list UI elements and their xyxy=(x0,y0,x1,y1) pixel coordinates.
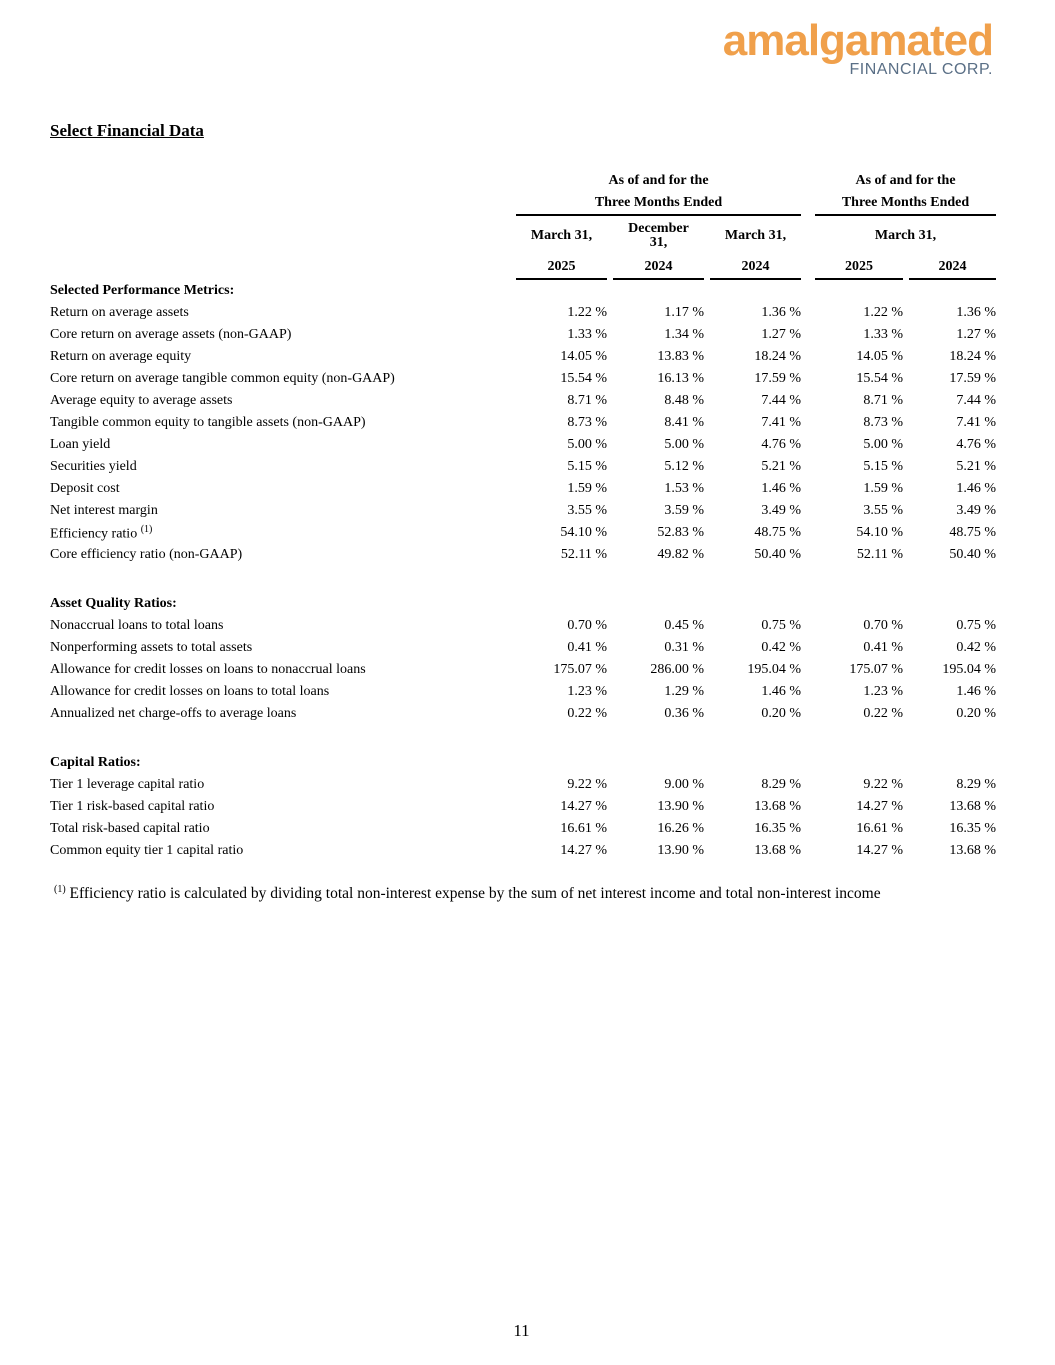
value-cell: 0.42 % xyxy=(761,640,801,655)
group2-date-header: March 31, xyxy=(874,228,937,243)
value-cell: 18.24 % xyxy=(949,349,996,364)
row-label-text: Return on average equity xyxy=(50,349,192,364)
table-row xyxy=(50,840,996,862)
column-gap xyxy=(801,796,815,818)
value-cell: 16.61 % xyxy=(560,821,607,836)
row-label-text: Common equity tier 1 capital ratio xyxy=(50,843,244,858)
value-cell: 0.42 % xyxy=(956,640,996,655)
row-label xyxy=(50,346,516,368)
section-title: Selected Performance Metrics: xyxy=(50,283,235,298)
col2-date-text: December 31, xyxy=(628,221,689,250)
value-cell: 195.04 % xyxy=(747,662,801,677)
value-cell: 18.24 % xyxy=(754,349,801,364)
row-label xyxy=(50,522,516,544)
row-label-text: Average equity to average assets xyxy=(50,393,233,408)
column-gap xyxy=(801,818,815,840)
table-row xyxy=(50,522,996,544)
value-cell: 14.05 % xyxy=(856,349,903,364)
value-cell: 0.41 % xyxy=(863,640,903,655)
column-gap xyxy=(801,346,815,368)
row-label-text: Tier 1 risk-based capital ratio xyxy=(50,799,215,814)
row-label xyxy=(50,615,516,637)
row-label-text: Core return on average assets (non-GAAP) xyxy=(50,327,292,342)
column-gap xyxy=(801,840,815,862)
row-label xyxy=(50,544,516,566)
table-row xyxy=(50,659,996,681)
table-row xyxy=(50,368,996,390)
value-cell: 15.54 % xyxy=(560,371,607,386)
footnote-text: Efficiency ratio is calculated by dividing total non-interest expense by the sum of net interest income and total non-interest income xyxy=(69,885,881,903)
value-cell: 52.11 % xyxy=(856,547,903,562)
row-label xyxy=(50,302,516,324)
column-gap xyxy=(801,412,815,434)
value-cell: 14.27 % xyxy=(856,799,903,814)
value-cell: 7.44 % xyxy=(761,393,801,408)
row-label-text: Loan yield xyxy=(50,437,111,452)
row-label xyxy=(50,774,516,796)
value-cell: 0.22 % xyxy=(567,706,607,721)
value-cell: 14.27 % xyxy=(560,843,607,858)
row-label-text: Tangible common equity to tangible assets (non-GAAP) xyxy=(50,415,366,430)
row-label-text: Annualized net charge-offs to average loans xyxy=(50,706,297,721)
value-cell: 1.59 % xyxy=(567,481,607,496)
value-cell: 0.70 % xyxy=(567,618,607,633)
value-cell: 54.10 % xyxy=(560,525,607,540)
value-cell: 0.20 % xyxy=(761,706,801,721)
logo-subtitle: FINANCIAL CORP. xyxy=(849,61,993,78)
value-cell: 0.41 % xyxy=(567,640,607,655)
value-cell: 17.59 % xyxy=(754,371,801,386)
column-gap xyxy=(801,659,815,681)
value-cell: 0.75 % xyxy=(761,618,801,633)
value-cell: 52.83 % xyxy=(657,525,704,540)
value-cell: 8.73 % xyxy=(863,415,903,430)
value-cell: 8.48 % xyxy=(664,393,704,408)
page-number: 11 xyxy=(513,1321,530,1340)
table-row xyxy=(50,324,996,346)
column-gap xyxy=(801,324,815,346)
col3-date-header: March 31, xyxy=(724,228,787,243)
value-cell: 1.22 % xyxy=(863,305,903,320)
value-cell: 5.00 % xyxy=(567,437,607,452)
table-row xyxy=(50,796,996,818)
value-cell: 1.46 % xyxy=(761,481,801,496)
row-label-text: Efficiency ratio xyxy=(50,526,138,542)
group1-heading-line2: Three Months Ended xyxy=(516,192,801,215)
row-label xyxy=(50,478,516,500)
value-cell: 3.55 % xyxy=(567,503,607,518)
value-cell: 0.20 % xyxy=(956,706,996,721)
value-cell: 1.22 % xyxy=(567,305,607,320)
value-cell: 13.83 % xyxy=(657,349,704,364)
row-label xyxy=(50,390,516,412)
row-label-text: Return on average assets xyxy=(50,305,189,320)
value-cell: 48.75 % xyxy=(949,525,996,540)
row-label-text: Net interest margin xyxy=(50,503,158,518)
section-header-row xyxy=(50,593,996,615)
value-cell: 1.23 % xyxy=(863,684,903,699)
table-row xyxy=(50,774,996,796)
row-label xyxy=(50,703,516,725)
footnote xyxy=(54,884,881,903)
year-header: 2024 xyxy=(909,256,996,279)
value-cell: 175.07 % xyxy=(849,662,903,677)
column-gap xyxy=(801,478,815,500)
row-label-text: Nonperforming assets to total assets xyxy=(50,640,253,655)
column-gap xyxy=(801,302,815,324)
value-cell: 5.12 % xyxy=(664,459,704,474)
table-row xyxy=(50,818,996,840)
table-row xyxy=(50,390,996,412)
company-logo xyxy=(723,18,993,78)
row-label xyxy=(50,456,516,478)
financial-data-table xyxy=(50,170,996,862)
column-gap xyxy=(801,522,815,544)
value-cell: 8.71 % xyxy=(567,393,607,408)
value-cell: 9.00 % xyxy=(664,777,704,792)
row-label xyxy=(50,659,516,681)
value-cell: 50.40 % xyxy=(754,547,801,562)
column-gap xyxy=(801,637,815,659)
row-label xyxy=(50,681,516,703)
value-cell: 15.54 % xyxy=(856,371,903,386)
table-row xyxy=(50,346,996,368)
value-cell: 16.35 % xyxy=(949,821,996,836)
value-cell: 1.33 % xyxy=(863,327,903,342)
value-cell: 14.05 % xyxy=(560,349,607,364)
value-cell: 8.71 % xyxy=(863,393,903,408)
value-cell: 5.21 % xyxy=(956,459,996,474)
row-label xyxy=(50,324,516,346)
value-cell: 14.27 % xyxy=(560,799,607,814)
value-cell: 0.22 % xyxy=(863,706,903,721)
row-label xyxy=(50,637,516,659)
value-cell: 16.61 % xyxy=(856,821,903,836)
value-cell: 175.07 % xyxy=(553,662,607,677)
section-header-row xyxy=(50,279,996,302)
column-gap xyxy=(801,681,815,703)
value-cell: 8.29 % xyxy=(956,777,996,792)
footnote-mark: (1) xyxy=(54,884,66,895)
value-cell: 7.41 % xyxy=(956,415,996,430)
value-cell: 0.45 % xyxy=(664,618,704,633)
group2-heading-line2: Three Months Ended xyxy=(815,192,996,215)
section-spacer xyxy=(50,566,996,593)
footnote-reference: (1) xyxy=(140,523,153,535)
column-gap xyxy=(801,368,815,390)
table-header xyxy=(50,170,996,279)
value-cell: 1.23 % xyxy=(567,684,607,699)
value-cell: 16.26 % xyxy=(657,821,704,836)
value-cell: 0.36 % xyxy=(664,706,704,721)
value-cell: 286.00 % xyxy=(650,662,704,677)
value-cell: 1.46 % xyxy=(761,684,801,699)
value-cell: 13.68 % xyxy=(949,843,996,858)
value-cell: 3.49 % xyxy=(956,503,996,518)
value-cell: 1.34 % xyxy=(664,327,704,342)
row-label-text: Core efficiency ratio (non-GAAP) xyxy=(50,547,243,562)
row-label-text: Nonaccrual loans to total loans xyxy=(50,618,224,633)
value-cell: 49.82 % xyxy=(657,547,704,562)
table-row xyxy=(50,434,996,456)
value-cell: 8.41 % xyxy=(664,415,704,430)
value-cell: 195.04 % xyxy=(942,662,996,677)
value-cell: 4.76 % xyxy=(956,437,996,452)
value-cell: 1.59 % xyxy=(863,481,903,496)
column-gap xyxy=(801,544,815,566)
value-cell: 1.27 % xyxy=(761,327,801,342)
value-cell: 7.41 % xyxy=(761,415,801,430)
section-spacer xyxy=(50,725,996,752)
table-row xyxy=(50,703,996,725)
value-cell: 8.29 % xyxy=(761,777,801,792)
page-title: Select Financial Data xyxy=(50,121,204,140)
row-label-text: Allowance for credit losses on loans to total loans xyxy=(50,684,330,699)
value-cell: 5.15 % xyxy=(567,459,607,474)
value-cell: 9.22 % xyxy=(567,777,607,792)
value-cell: 3.49 % xyxy=(761,503,801,518)
value-cell: 13.90 % xyxy=(657,799,704,814)
value-cell: 50.40 % xyxy=(949,547,996,562)
row-label-text: Securities yield xyxy=(50,459,137,474)
value-cell: 5.15 % xyxy=(863,459,903,474)
column-gap xyxy=(801,390,815,412)
table-row xyxy=(50,478,996,500)
row-label-text: Tier 1 leverage capital ratio xyxy=(50,777,205,792)
group1-heading-line1: As of and for the xyxy=(608,173,709,188)
table-body xyxy=(50,279,996,862)
group2-heading-line1: As of and for the xyxy=(855,173,956,188)
value-cell: 1.36 % xyxy=(761,305,801,320)
table-row xyxy=(50,500,996,522)
value-cell: 48.75 % xyxy=(754,525,801,540)
column-gap xyxy=(801,456,815,478)
logo-wordmark: amalgamated xyxy=(722,16,993,65)
column-gap xyxy=(801,434,815,456)
row-label-text: Deposit cost xyxy=(50,481,120,496)
table-row xyxy=(50,302,996,324)
column-gap xyxy=(801,703,815,725)
row-label xyxy=(50,368,516,390)
year-header: 2025 xyxy=(516,256,607,279)
value-cell: 1.17 % xyxy=(664,305,704,320)
table-row xyxy=(50,615,996,637)
row-label-text: Core return on average tangible common equity (non-GAAP) xyxy=(50,371,395,386)
row-label xyxy=(50,412,516,434)
row-label xyxy=(50,818,516,840)
value-cell: 14.27 % xyxy=(856,843,903,858)
value-cell: 0.31 % xyxy=(664,640,704,655)
col2-date-header xyxy=(613,215,704,256)
value-cell: 13.68 % xyxy=(754,799,801,814)
section-title: Asset Quality Ratios: xyxy=(50,596,177,611)
column-gap xyxy=(801,774,815,796)
column-gap xyxy=(801,500,815,522)
value-cell: 8.73 % xyxy=(567,415,607,430)
value-cell: 5.21 % xyxy=(761,459,801,474)
value-cell: 7.44 % xyxy=(956,393,996,408)
value-cell: 13.68 % xyxy=(949,799,996,814)
value-cell: 5.00 % xyxy=(863,437,903,452)
value-cell: 1.33 % xyxy=(567,327,607,342)
row-label-text: Allowance for credit losses on loans to nonaccrual loans xyxy=(50,662,366,677)
value-cell: 4.76 % xyxy=(761,437,801,452)
value-cell: 3.59 % xyxy=(664,503,704,518)
value-cell: 3.55 % xyxy=(863,503,903,518)
table-row xyxy=(50,544,996,566)
year-header: 2024 xyxy=(613,256,704,279)
value-cell: 5.00 % xyxy=(664,437,704,452)
value-cell: 13.68 % xyxy=(754,843,801,858)
value-cell: 16.13 % xyxy=(657,371,704,386)
col1-date-header: March 31, xyxy=(530,228,593,243)
value-cell: 54.10 % xyxy=(856,525,903,540)
value-cell: 52.11 % xyxy=(560,547,607,562)
value-cell: 17.59 % xyxy=(949,371,996,386)
table-row xyxy=(50,412,996,434)
section-title: Capital Ratios: xyxy=(50,755,141,770)
year-header: 2024 xyxy=(710,256,801,279)
column-gap xyxy=(801,615,815,637)
row-label xyxy=(50,840,516,862)
value-cell: 1.27 % xyxy=(956,327,996,342)
row-label xyxy=(50,796,516,818)
value-cell: 1.29 % xyxy=(664,684,704,699)
year-header: 2025 xyxy=(815,256,903,279)
value-cell: 1.46 % xyxy=(956,684,996,699)
row-label xyxy=(50,500,516,522)
value-cell: 13.90 % xyxy=(657,843,704,858)
table-row xyxy=(50,681,996,703)
section-header-row xyxy=(50,752,996,774)
row-label-text: Total risk-based capital ratio xyxy=(50,821,210,836)
table-row xyxy=(50,456,996,478)
value-cell: 1.53 % xyxy=(664,481,704,496)
value-cell: 1.36 % xyxy=(956,305,996,320)
value-cell: 9.22 % xyxy=(863,777,903,792)
row-label xyxy=(50,434,516,456)
value-cell: 16.35 % xyxy=(754,821,801,836)
value-cell: 0.70 % xyxy=(863,618,903,633)
table-row xyxy=(50,637,996,659)
value-cell: 1.46 % xyxy=(956,481,996,496)
value-cell: 0.75 % xyxy=(956,618,996,633)
